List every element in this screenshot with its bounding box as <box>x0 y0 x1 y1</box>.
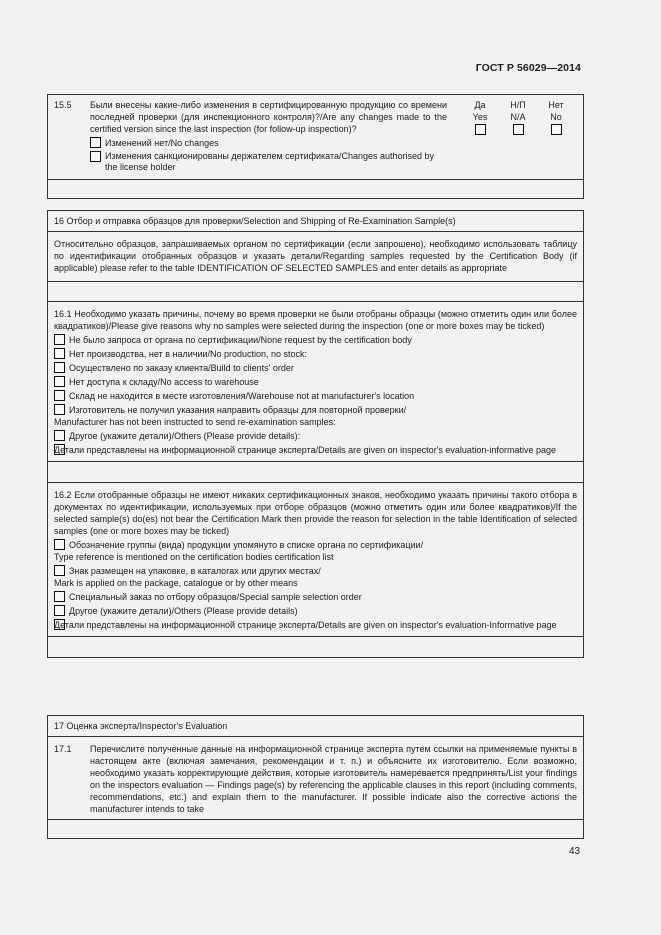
question-text-wrap <box>90 99 447 173</box>
checkbox-label: Специальный заказ по отбору образцов/Special sample selection order <box>69 592 362 602</box>
table-15-5 <box>47 94 584 199</box>
table-section-16 <box>47 210 584 658</box>
checkbox-label: Другое (укажите детали)/Others (Please provide details): <box>69 431 301 441</box>
checkbox-row[interactable] <box>54 591 577 603</box>
checkbox-row[interactable] <box>54 390 577 402</box>
page-number: 43 <box>569 846 581 857</box>
table-section-17 <box>47 715 584 839</box>
option-label-en: N/A <box>510 112 526 122</box>
blank-row <box>48 179 583 198</box>
checkbox-label: Нет доступа к складу/No access to warehouse <box>69 377 259 387</box>
option-label-en: No <box>550 112 562 122</box>
checkbox-row[interactable] <box>54 334 577 346</box>
option-no[interactable] <box>537 99 575 173</box>
checkbox-label: Осуществлено по заказу клиента/Build to clients' order <box>69 363 294 373</box>
blank-row <box>48 819 583 838</box>
blank-row <box>48 636 583 657</box>
checkbox-label: Детали представлены на информационной странице эксперта/Details are given on inspector's evaluation-Informative page <box>54 620 557 630</box>
checkbox-icon[interactable] <box>54 605 65 616</box>
question-16-2-text: 16.2 Если отобранные образцы не имеют никаких сертификационных знаков, необходимо указать причины такого отбора в документах по идентификации, используемых при отборе образцов (можно отметить один или более квадратиков)/If the selected sample(s) do(es) not bear the Certification Mark then provide the reason for selection in the table Identification of selected samples (one or more boxes may be ticked) <box>54 490 577 536</box>
checkbox-row[interactable] <box>54 444 577 456</box>
checkbox-icon[interactable] <box>475 124 486 135</box>
checkbox-row-no-changes[interactable] <box>90 137 447 149</box>
checkbox-icon[interactable] <box>54 362 65 373</box>
checkbox-icon[interactable] <box>54 348 65 359</box>
question-17-1 <box>48 736 583 819</box>
option-label-ru: Да <box>474 100 486 110</box>
checkbox-icon[interactable] <box>54 591 65 602</box>
checkbox-row[interactable] <box>54 404 577 416</box>
checkbox-icon[interactable] <box>54 376 65 387</box>
option-yes[interactable] <box>461 99 499 173</box>
checkbox-icon[interactable] <box>54 430 65 441</box>
checkbox-label: Не было запроса от органа по сертификации/None request by the certification body <box>69 335 412 345</box>
checkbox-icon[interactable] <box>90 137 101 148</box>
question-text: Были внесены какие-либо изменения в сертифицированную продукцию со времени последней проверки (для инспекционного контроля)?/Are any changes made to the certified version since the last inspection (for follow-up inspection)? <box>90 100 447 134</box>
checkbox-icon[interactable] <box>551 124 562 135</box>
question-17-1-text: Перечислите полученные данные на информационной странице эксперта путем ссылки на применяемые пункты в настоящем акте (включая замечания, рекомендации и т. п.) и объясните их изготовителю. Если возможно, необходимо указать корректирующие действия, которые изготовитель намеревается предпринять/List your findings on the inspectors evaluation — Findings page(s) by referencing the applicable clauses in this report (including comments, recommendations, etc.) and explain them to the manufacturer. If possible indicate also the corrective actions the manufacturer intends to take <box>90 744 577 814</box>
checkbox-icon[interactable] <box>513 124 524 135</box>
checkbox-icon[interactable] <box>90 151 101 162</box>
checkbox-row[interactable] <box>54 565 577 577</box>
question-16-1-text: 16.1 Необходимо указать причины, почему во время проверки не были отобраны образцы (можно отметить один или более квадратиков)/Please give reasons why no samples were selected during the inspection (one or more boxes may be ticked) <box>54 309 577 331</box>
continuation-text: Mark is applied on the package, catalogue or by other means <box>54 578 298 588</box>
checkbox-label: Нет производства, нет в наличии/No production, no stock: <box>69 349 308 359</box>
checkbox-label: Изменения санкционированы держателем сертификата/Changes authorised by the license holder <box>105 151 435 172</box>
checkbox-label: Детали представлены на информационной странице эксперта/Details are given on inspector's evaluation-informative page <box>54 445 556 455</box>
question-16-1 <box>48 301 583 461</box>
checkbox-label: Другое (укажите детали)/Others (Please provide details) <box>69 606 298 616</box>
answer-options <box>461 99 575 173</box>
checkbox-icon[interactable] <box>54 565 65 576</box>
checkbox-row[interactable] <box>54 376 577 388</box>
blank-row <box>48 281 583 301</box>
option-label-ru: Н/П <box>510 100 526 110</box>
checkbox-icon[interactable] <box>54 539 65 550</box>
option-label-en: Yes <box>472 112 488 122</box>
continuation-text: Type reference is mentioned on the certification bodies certification list <box>54 552 334 562</box>
checkbox-label: Обозначение группы (вида) продукции упомянуто в списке органа по сертификации/ <box>69 540 424 550</box>
checkbox-label: Изменений нет/No changes <box>105 138 219 148</box>
checkbox-icon[interactable] <box>54 404 65 415</box>
checkbox-row[interactable] <box>54 619 577 631</box>
option-label-ru: Нет <box>548 100 564 110</box>
checkbox-row[interactable] <box>54 362 577 374</box>
blank-row <box>48 461 583 482</box>
checkbox-label: Изготовитель не получил указания направить образцы для повторной проверки/ <box>69 405 407 415</box>
checkbox-row[interactable] <box>54 605 577 617</box>
checkbox-row[interactable] <box>54 539 577 551</box>
checkbox-icon[interactable] <box>54 334 65 345</box>
checkbox-label: Знак размещен на упаковке, в каталогах или других местах/ <box>69 566 321 576</box>
checkbox-row-changes-authorised[interactable] <box>90 151 447 173</box>
option-na[interactable] <box>499 99 537 173</box>
question-number: 17.1 <box>54 744 72 754</box>
standard-header: ГОСТ Р 56029—2014 <box>475 62 581 74</box>
checkbox-icon[interactable] <box>54 390 65 401</box>
section-16-intro: Относительно образцов, запрашиваемых органом по сертификации (если запрошено), необходимо использовать таблицу по идентификации отобранных образцов и указать детали/Regarding samples requested by the Certification Body (if applicable) please refer to the table IDENTIFICATION OF SELECTED SAMPLES and enter details as appropriate <box>48 231 583 281</box>
checkbox-label: Склад не находится в месте изготовления/Warehouse not at manufacturer's location <box>69 391 415 401</box>
continuation-text: Manufacturer has not been instructed to send re-examination samples: <box>54 417 336 427</box>
checkbox-row[interactable] <box>54 430 577 442</box>
question-15-5 <box>48 95 583 179</box>
section-16-title: 16 Отбор и отправка образцов для проверки/Selection and Shipping of Re-Examination Sample(s) <box>54 216 456 226</box>
question-number: 15.5 <box>54 100 72 110</box>
checkbox-row[interactable] <box>54 348 577 360</box>
section-17-title: 17 Оценка эксперта/Inspector's Evaluation <box>54 721 228 731</box>
question-16-2 <box>48 482 583 636</box>
